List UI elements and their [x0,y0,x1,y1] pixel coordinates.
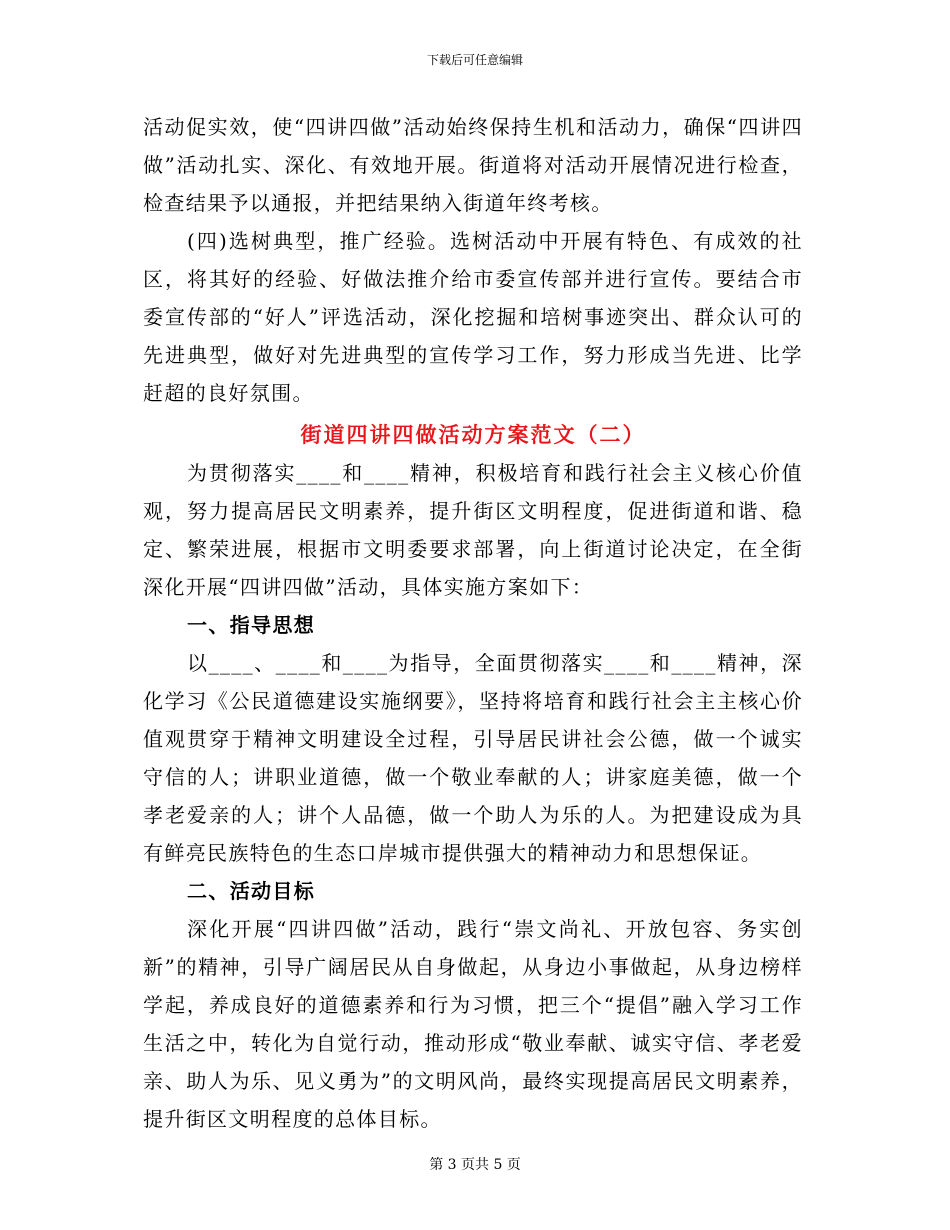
section-heading-activity-goals: 二、活动目标 [187,879,316,903]
paragraph-continuation: 活动促实效，使“四讲四做”活动始终保持生机和活动力，确保“四讲四做”活动扎实、深化、有效地开展。街道将对活动开展情况进行检查，检查结果予以通报，并把结果纳入街道年终考核。 [143,115,803,215]
page-header: 下载后可任意编辑 [426,53,523,67]
paragraph-item-four: (四)选树典型，推广经验。选树活动中开展有特色、有成效的社区，将其好的经验、好做法推介给市委宣传部并进行宣传。要结合市委宣传部的“好人”评选活动，深化挖掘和培树事迹突出、群众认可的先进典型，做好对先进典型的宣传学习工作，努力形成当先进、比学赶超的良好氛围。 [143,229,803,405]
document-body [143,108,803,1138]
paragraph-intro: 为贯彻落实____和____精神，积极培育和践行社会主义核心价值观，努力提高居民文明素养，提升街区文明程度，促进街道和谐、稳定、繁荣进展，根据市文明委要求部署，向上街道讨论决定，在全街深化开展“四讲四做”活动，具体实施方案如下： [143,461,803,599]
paragraph-guiding-ideology: 以____、____和____为指导，全面贯彻落实____和____精神，深化学习《公民道德建设实施纲要》，坚持将培育和践行社会主主核心价值观贯穿于精神文明建设全过程，引导居民讲社会公德，做一个诚实守信的人；讲职业道德，做一个敬业奉献的人；讲家庭美德，做一个孝老爱亲的人；讲个人品德，做一个助人为乐的人。为把建设成为具有鲜亮民族特色的生态口岸城市提供强大的精神动力和思想保证。 [143,651,803,865]
document-title: 街道四讲四做活动方案范文（二） [300,422,646,447]
section-heading-guiding-ideology: 一、指导思想 [187,613,316,637]
page-footer: 第 3 页共 5 页 [429,1157,521,1173]
paragraph-activity-goals: 深化开展“四讲四做”活动，践行“崇文尚礼、开放包容、务实创新”的精神，引导广阔居民从自身做起，从身边小事做起，从身边榜样学起，养成良好的道德素养和行为习惯，把三个“提倡”融入学习工作生活之中，转化为自觉行动，推动形成“敬业奉献、诚实守信、孝老爱亲、助人为乐、见义勇为”的文明风尚，最终实现提高居民文明素养，提升街区文明程度的总体目标。 [143,917,803,1131]
